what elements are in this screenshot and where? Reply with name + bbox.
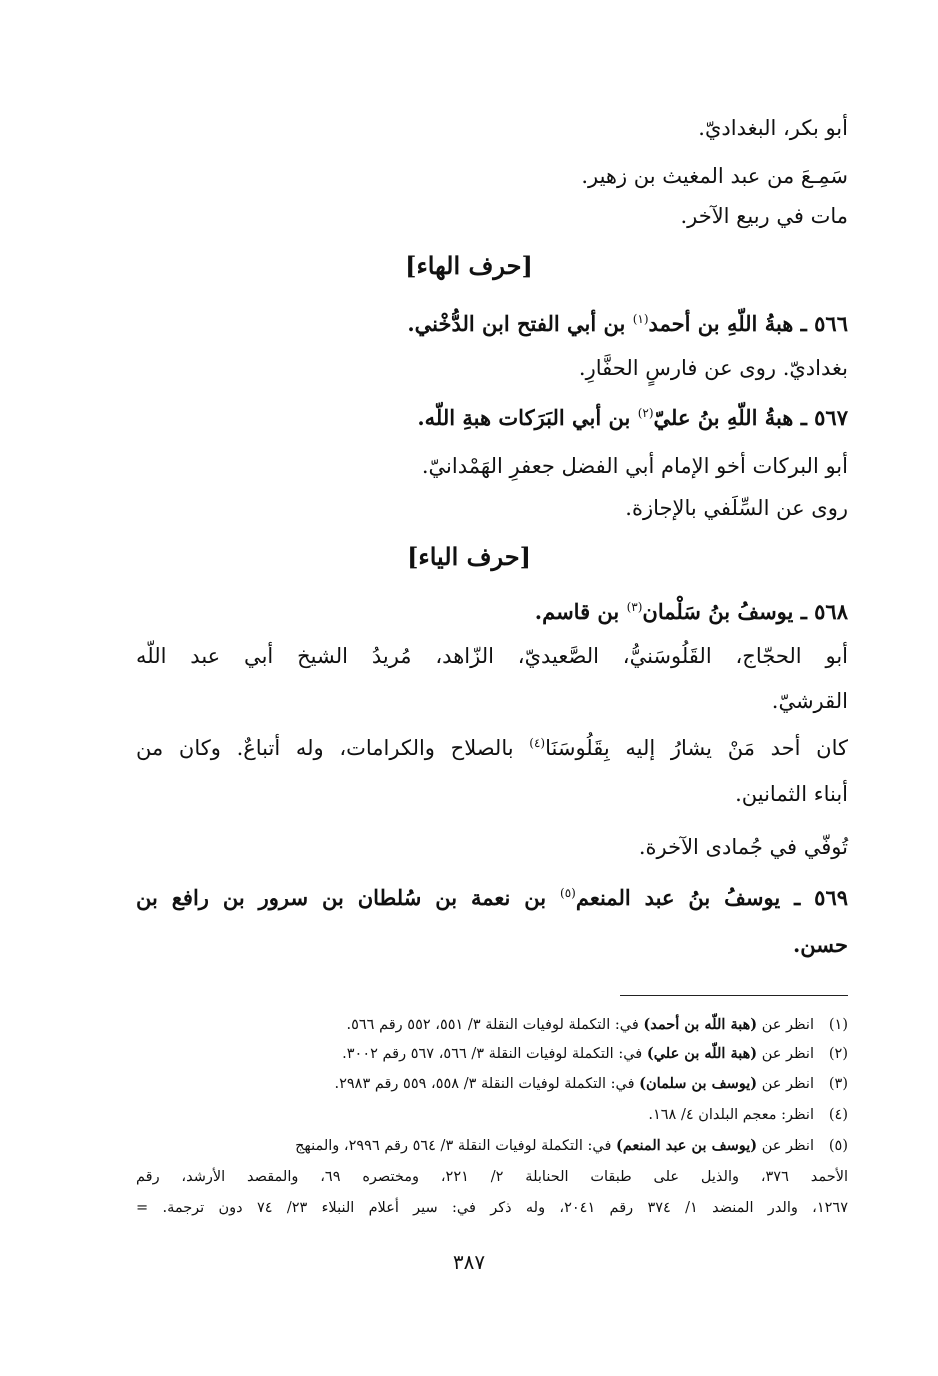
footnote-text-post: في: التكملة لوفيات النقلة ٣/ ٥٦٤ رقم ٢٩٩٦، والمنهج	[295, 1138, 616, 1154]
section-heading-ya: [حرف الياء]	[407, 542, 531, 571]
section-heading-ha: [حرف الهاء]	[405, 251, 533, 280]
entry-568-title-rest: بن قاسم.	[534, 599, 627, 624]
footnote-text-bold: (يوسف بن سلمان)	[639, 1075, 758, 1092]
footnote-5	[136, 1134, 848, 1158]
footnote-text-bold: (هبة اللّه بن أحمد)	[643, 1016, 758, 1033]
entry-566-heading	[407, 309, 848, 339]
entry-567-title: ٥٦٧ ـ هبةُ اللّهِ بنُ عليّ	[653, 405, 848, 430]
entry-568-text-b: بالصلاح والكرامات، وله أتباعٌ. وكان من	[136, 736, 530, 760]
entry-566-text: بغداديّ. روى عن فارسٍ الحفَّارِ.	[578, 356, 848, 380]
footnote-text-post: في: التكملة لوفيات النقلة ٣/ ٥٥١، ٥٥٢ رقم ٥٦٦.	[346, 1017, 644, 1033]
footnote-ref-1[interactable]: (١)	[632, 312, 649, 326]
footnote-4	[136, 1103, 848, 1127]
entry-568-text: القرشيّ.	[771, 689, 848, 713]
text-line: أبو بكر، البغداديّ.	[698, 116, 848, 140]
entry-569-title: ٥٦٩ ـ يوسفُ بنُ عبد المنعم	[575, 885, 849, 910]
footnote-ref-2[interactable]: (٢)	[637, 406, 654, 420]
footnote-text	[334, 1072, 814, 1096]
entry-568-text: أبو الحجّاج، القَلُوسَنيُّ، الصَّعيديّ، الزّاهد، مُريدُ الشيخ أبي عبد اللّه	[136, 644, 848, 668]
footnote-text-post: في: التكملة لوفيات النقلة ٣/ ٥٥٨، ٥٥٩ رقم ٢٩٨٣.	[334, 1076, 640, 1092]
footnote-5-continuation: ١٢٦٧، والدر المنضد ١/ ٣٧٤ رقم ٢٠٤١، وله ذكر في: سير أعلام النبلاء ٢٣/ ٧٤ دون ترجمة. =	[136, 1200, 849, 1216]
footnote-number: (٤)	[828, 1107, 848, 1123]
footnote-text-pre: انظر عن	[757, 1076, 814, 1092]
entry-567-title-rest: بن أبي البَرَكات هبةِ اللّه.	[417, 405, 638, 430]
footnote-text	[342, 1042, 814, 1066]
text-line: مات في ربيع الآخر.	[680, 204, 848, 228]
entry-568-text-a: كان أحد مَنْ يشارُ إليه بِقَلُوسَنَا	[545, 736, 848, 760]
text-line: سَمِـعَ من عبد المغيث بن زهير.	[581, 164, 848, 188]
entry-567-heading	[417, 403, 848, 433]
footnote-number: (٥)	[828, 1138, 848, 1154]
footnote-text-bold: (يوسف بن عبد المنعم)	[616, 1137, 758, 1154]
footnote-text	[346, 1013, 814, 1037]
entry-569-title-rest: بن نعمة بن سُلطان بن سرور بن رافع بن	[136, 885, 561, 910]
footnote-text-pre: انظر عن	[757, 1138, 814, 1154]
page-number: ٣٨٧	[452, 1250, 486, 1274]
footnote-ref-4[interactable]: (٤)	[529, 736, 546, 750]
footnote-separator	[620, 995, 848, 996]
entry-569-heading	[136, 883, 848, 913]
entry-568-text: أبناء الثمانين.	[735, 782, 848, 806]
footnote-text	[648, 1103, 814, 1127]
entry-569-title-cont: حسن.	[792, 932, 848, 957]
footnote-ref-3[interactable]: (٣)	[626, 600, 643, 614]
entry-566-title: ٥٦٦ ـ هبةُ اللّهِ بن أحمد	[648, 311, 848, 336]
entry-567-text: روى عن السِّلَفي بالإجازة.	[625, 496, 848, 520]
footnote-ref-5[interactable]: (٥)	[560, 886, 576, 900]
footnote-1	[136, 1013, 848, 1037]
entry-568-text	[136, 733, 848, 763]
footnote-5-continuation: الأحمد ٣٧٦، والذيل على طبقات الحنابلة ٢/ ٢٢١، ومختصره ٦٩، والمقصد الأرشد، رقم	[136, 1169, 848, 1185]
entry-568-title: ٥٦٨ ـ يوسفُ بنُ سَلْمان	[642, 599, 848, 624]
entry-569-text	[793, 930, 848, 960]
footnote-text	[295, 1134, 814, 1158]
footnote-text-pre: انظر عن	[757, 1017, 814, 1033]
footnote-number: (١)	[828, 1017, 848, 1033]
footnote-text-pre: انظر عن	[757, 1046, 814, 1062]
entry-566-title-rest: بن أبي الفتح ابن الدُّخْني.	[407, 311, 633, 336]
entry-568-text: تُوفّي في جُمادى الآخرة.	[638, 835, 848, 859]
footnote-number: (٢)	[828, 1046, 848, 1062]
footnote-text-post: في: التكملة لوفيات النقلة ٣/ ٥٦٦، ٥٦٧ رقم ٣٠٠٢.	[342, 1046, 647, 1062]
entry-568-heading	[535, 597, 848, 627]
footnote-3	[136, 1072, 848, 1096]
footnote-2	[136, 1042, 848, 1066]
footnote-text-bold: (هبة اللّه بن علي)	[646, 1045, 758, 1062]
footnote-number: (٣)	[828, 1076, 848, 1092]
entry-567-text: أبو البركات أخو الإمام أبي الفضل جعفرِ الهَمْدانيّ.	[421, 454, 848, 478]
footnote-text-pre: انظر: معجم البلدان ٤/ ١٦٨.	[648, 1107, 814, 1123]
